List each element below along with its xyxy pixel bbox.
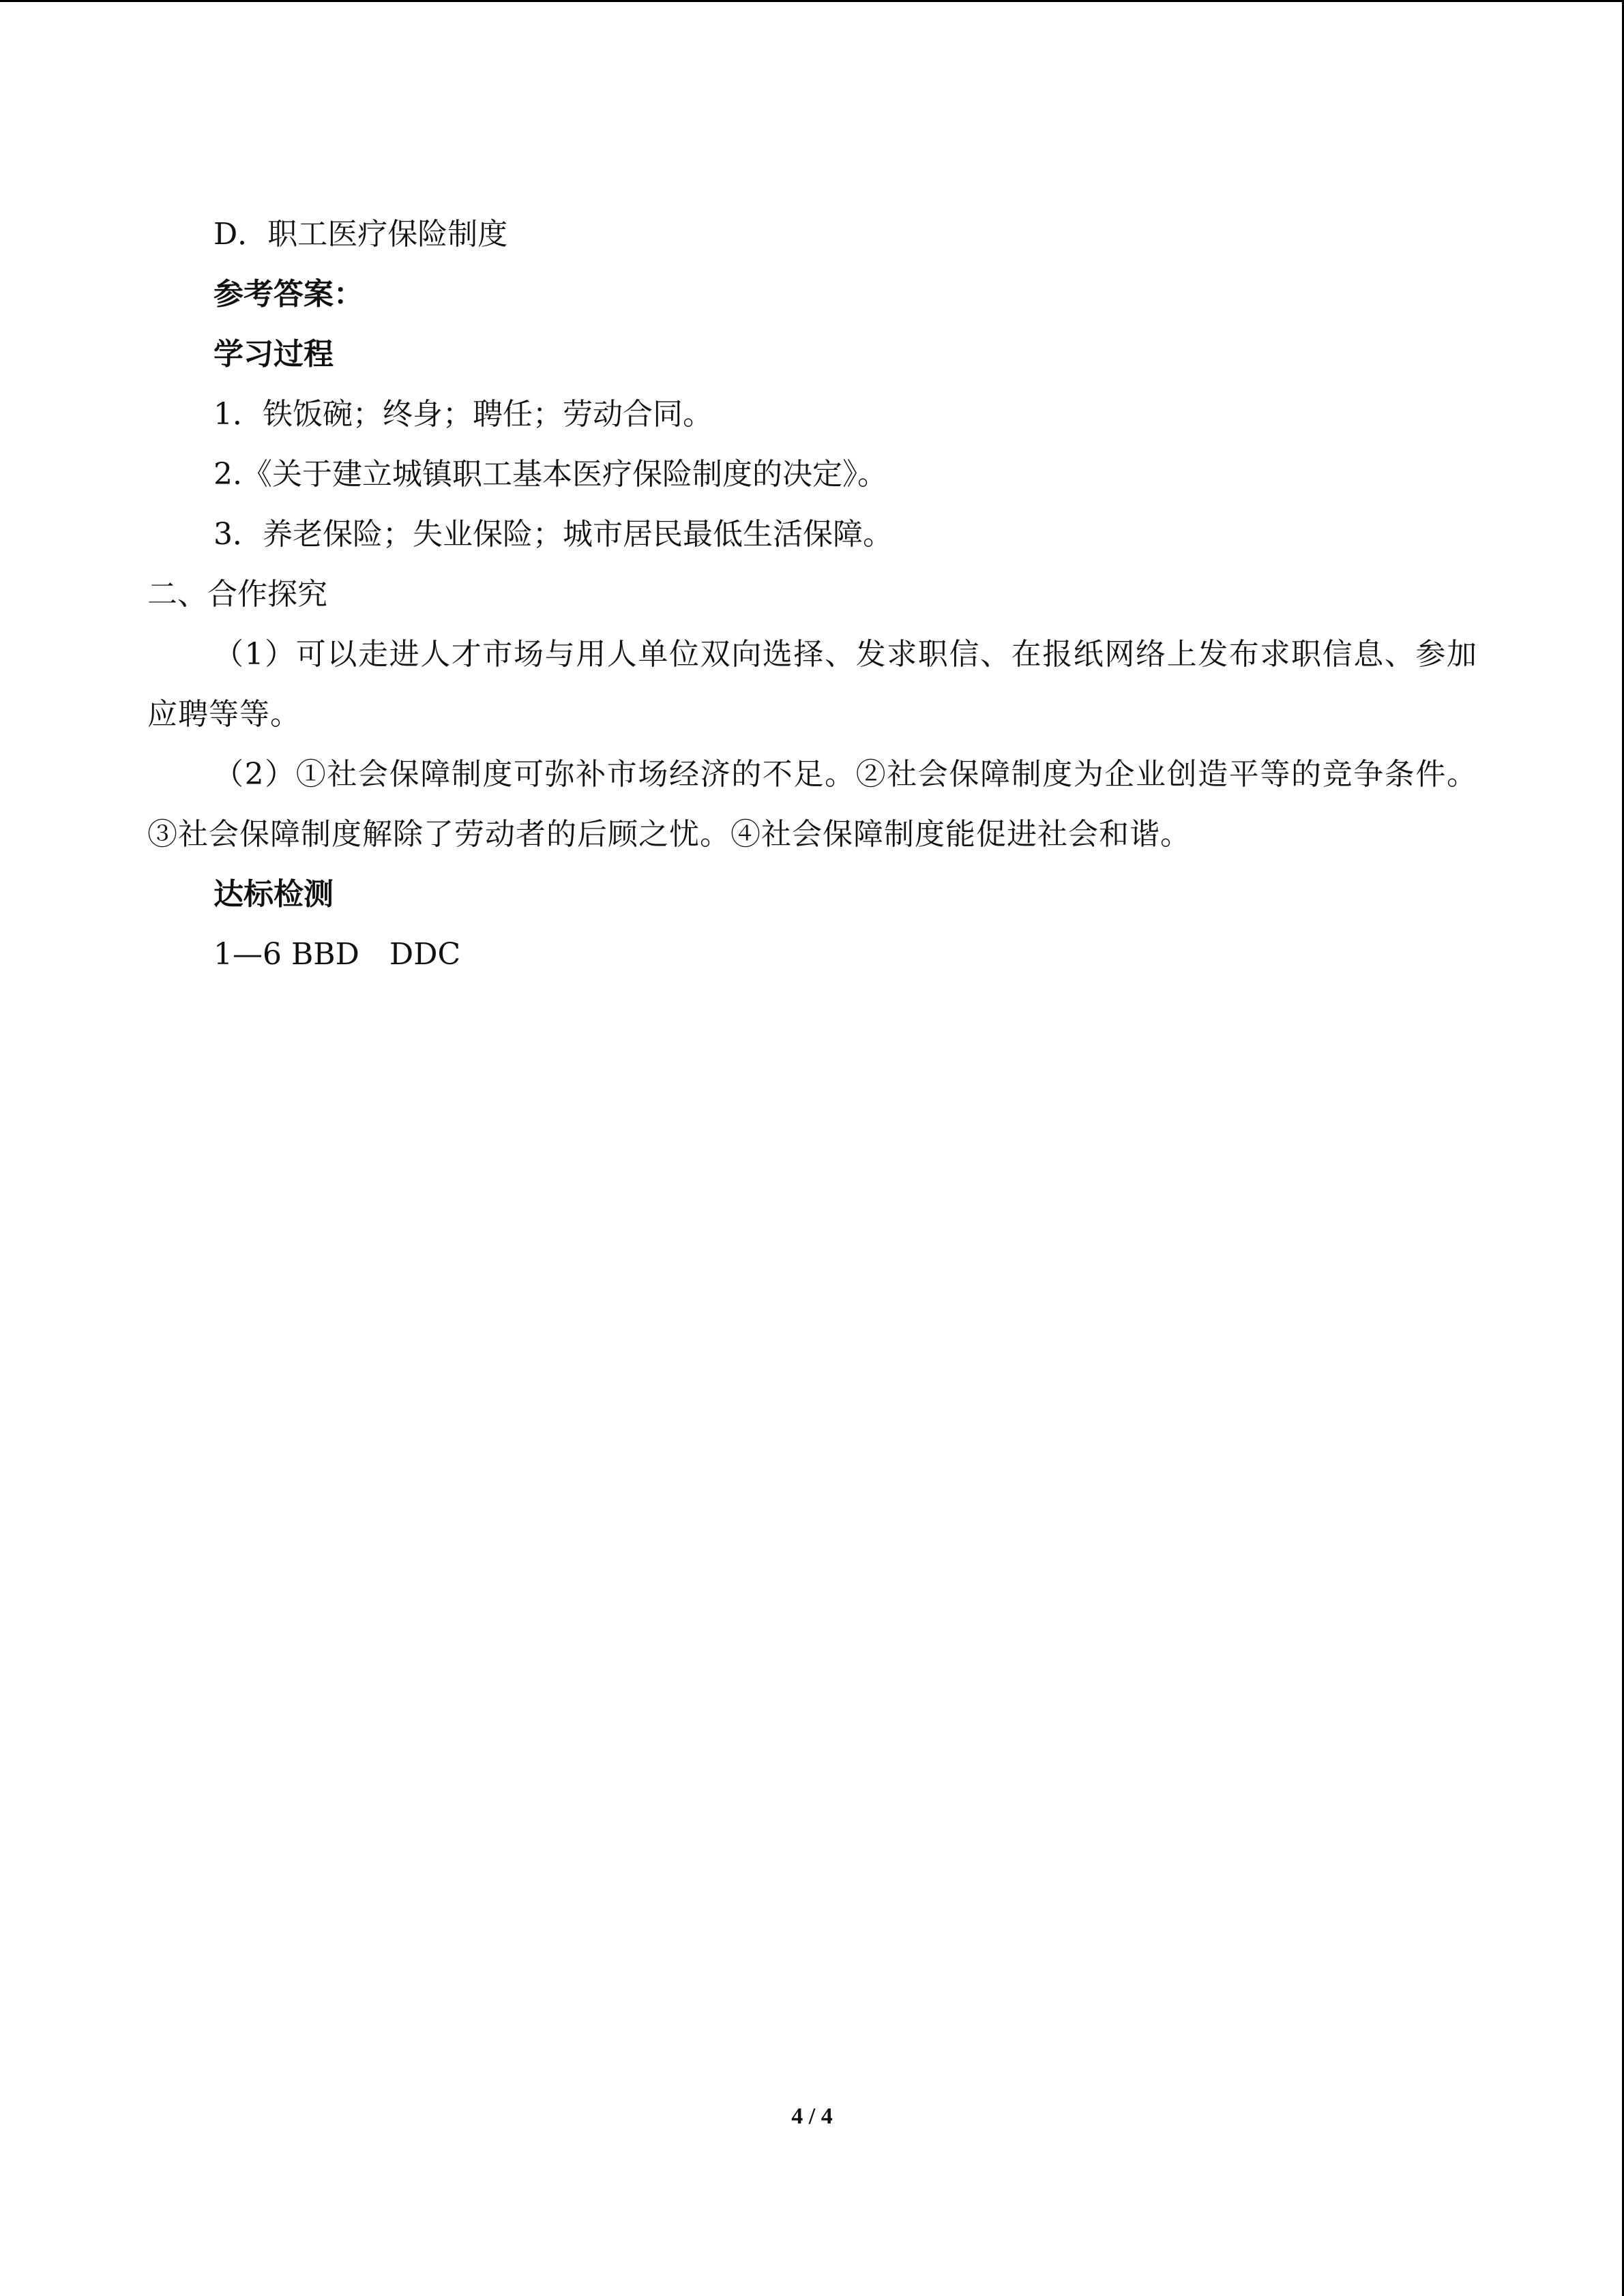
inquiry-answer-1: （1）可以走进人才市场与用人单位双向选择、发求职信、在报纸网络上发布求职信息、参加应聘等等。 [147,637,1477,732]
document-body [147,205,1477,985]
answer-item-3: 3．养老保险；失业保险；城市居民最低生活保障。 [213,517,893,552]
test-answers: 1—6 BBD DDC [213,937,461,972]
answer-item-1: 1．铁饭碗；终身；聘任；劳动合同。 [213,397,713,432]
answer-heading: 参考答案： [213,277,364,312]
page-number: 4 / 4 [791,2104,833,2129]
answer-item-2: 2.《关于建立城镇职工基本医疗保险制度的决定》。 [213,457,887,492]
section-cooperative-inquiry: 二、合作探究 [147,577,327,612]
inquiry-answer-2: （2）①社会保障制度可弥补市场经济的不足。②社会保障制度为企业创造平等的竞争条件。③社会保障制度解除了劳动者的后顾之忧。④社会保障制度能促进社会和谐。 [147,757,1477,852]
option-d-line: D．职工医疗保险制度 [213,217,508,252]
test-heading: 达标检测 [213,877,334,912]
study-process-heading: 学习过程 [213,337,334,372]
